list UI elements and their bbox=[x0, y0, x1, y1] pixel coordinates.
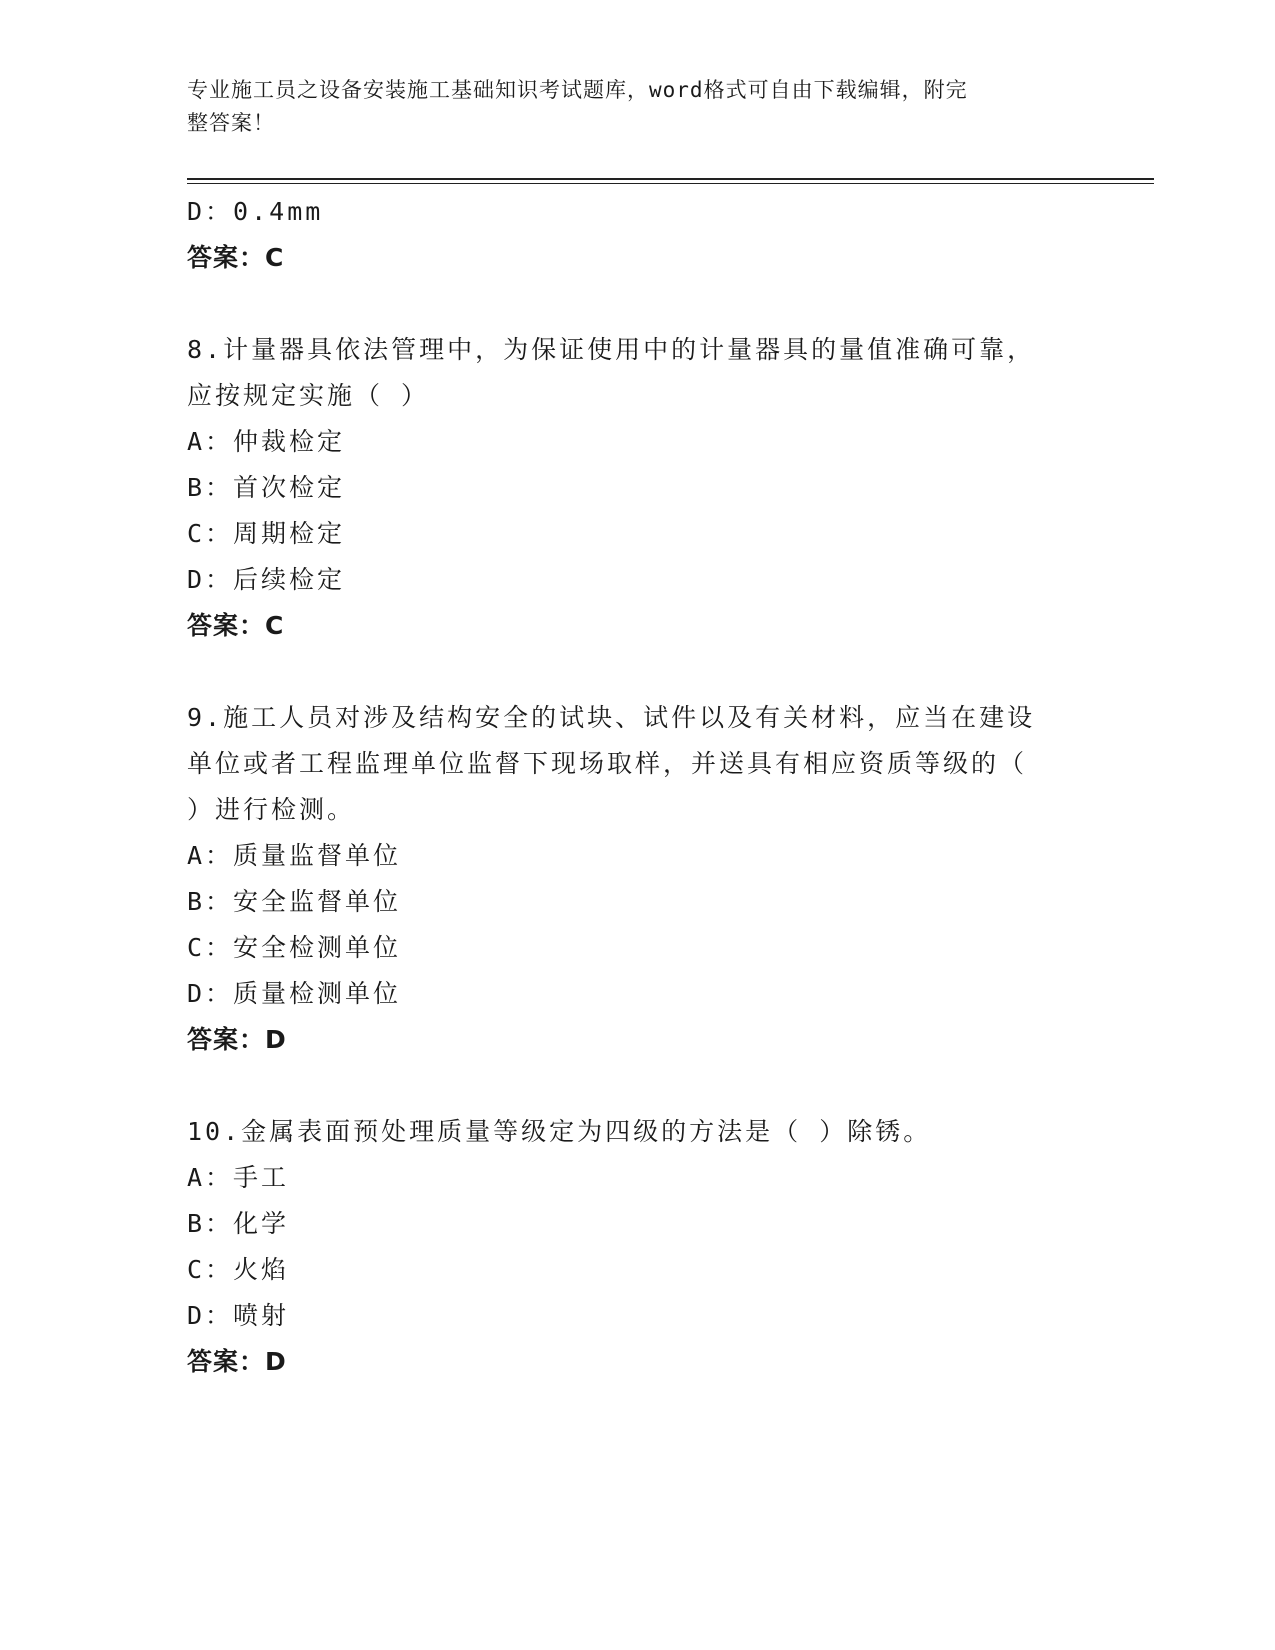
header-divider-thin bbox=[187, 183, 1154, 184]
question-line: 10.金属表面预处理质量等级定为四级的方法是（ ）除锈。 bbox=[187, 1117, 932, 1146]
spacer bbox=[187, 649, 1067, 695]
header-divider-thick bbox=[187, 178, 1154, 180]
answer-line: 答案：D bbox=[187, 1347, 287, 1376]
option-d: D：0.4mm bbox=[187, 197, 324, 226]
answer-line: 答案：C bbox=[187, 243, 285, 272]
question-line: 9.施工人员对涉及结构安全的试块、试件以及有关材料，应当在建设 bbox=[187, 703, 1036, 732]
option-d: D：后续检定 bbox=[187, 565, 346, 594]
option-c: C：火焰 bbox=[187, 1255, 290, 1284]
header-line-1: 专业施工员之设备安装施工基础知识考试题库，word格式可自由下载编辑，附完 bbox=[187, 78, 968, 102]
question-text bbox=[187, 327, 1067, 419]
previous-question-tail bbox=[187, 189, 1067, 281]
option-d: D：喷射 bbox=[187, 1301, 290, 1330]
question-line: ）进行检测。 bbox=[187, 795, 356, 824]
question-line: 单位或者工程监理单位监督下现场取样，并送具有相应资质等级的（ bbox=[187, 749, 1028, 778]
answer-line: 答案：C bbox=[187, 611, 285, 640]
spacer bbox=[187, 1063, 1067, 1109]
option-a: A：仲裁检定 bbox=[187, 427, 346, 456]
option-b: B：首次检定 bbox=[187, 473, 346, 502]
question-text bbox=[187, 1109, 1067, 1155]
question-content bbox=[187, 189, 1067, 1385]
header-line-2: 整答案！ bbox=[187, 111, 275, 135]
option-d: D：质量检测单位 bbox=[187, 979, 402, 1008]
question-text bbox=[187, 695, 1067, 833]
option-c: C：周期检定 bbox=[187, 519, 346, 548]
answer-line: 答案：D bbox=[187, 1025, 287, 1054]
option-c: C：安全检测单位 bbox=[187, 933, 402, 962]
question-line: 8.计量器具依法管理中，为保证使用中的计量器具的量值准确可靠， bbox=[187, 335, 1036, 364]
spacer bbox=[187, 281, 1067, 327]
option-a: A：质量监督单位 bbox=[187, 841, 402, 870]
question-10 bbox=[187, 1109, 1067, 1385]
document-header bbox=[187, 74, 1067, 140]
option-b: B：化学 bbox=[187, 1209, 290, 1238]
question-line: 应按规定实施（ ） bbox=[187, 381, 430, 410]
question-9 bbox=[187, 695, 1067, 1063]
option-b: B：安全监督单位 bbox=[187, 887, 402, 916]
option-a: A：手工 bbox=[187, 1163, 290, 1192]
question-8 bbox=[187, 327, 1067, 649]
